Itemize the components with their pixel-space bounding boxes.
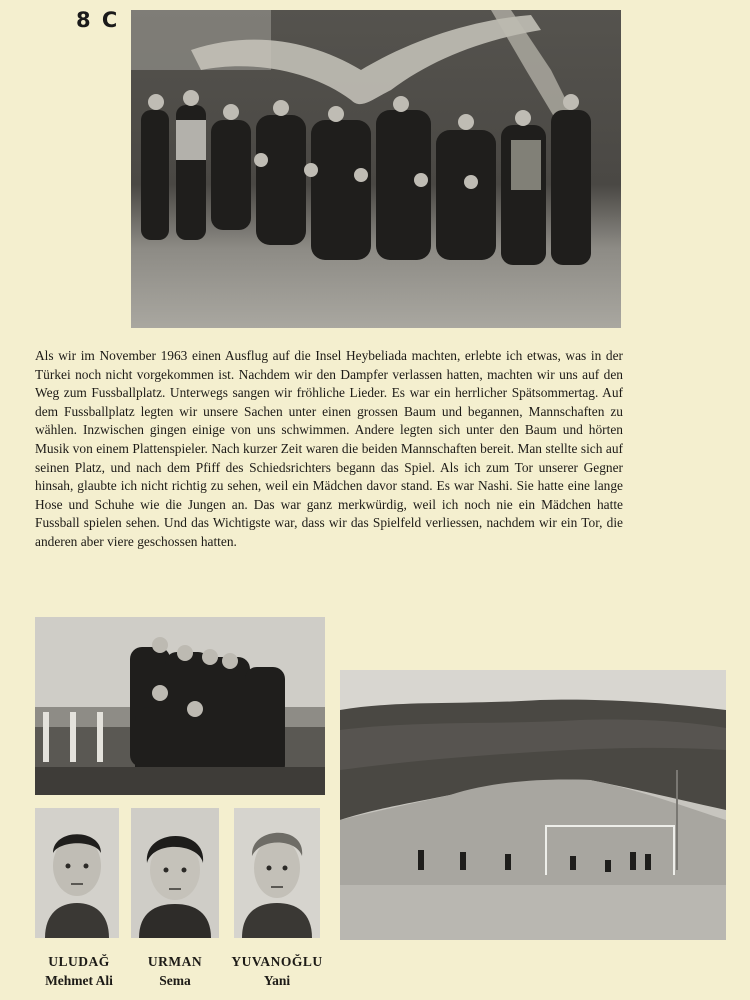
portrait-given-name: Mehmet Ali (45, 973, 113, 988)
group-photo-under-tree (131, 10, 621, 328)
portrait-caption (24, 952, 134, 990)
group-photo-on-ferry (35, 617, 325, 795)
portrait-given-name: Yani (263, 973, 291, 988)
portrait-surname: URMAN (147, 954, 203, 969)
class-label: 8 C (76, 8, 120, 32)
portrait-surname: YUVANOĞLU (231, 954, 323, 969)
portrait-caption (222, 952, 332, 990)
football-field-photo (340, 670, 726, 940)
portrait-given-name: Sema (159, 973, 191, 988)
article-text: Als wir im November 1963 einen Ausflug auf die Insel Heybeliada machten, erlebte ich etwas, was in der Türkei noch nicht vorgekommen ist. Nachdem wir den Dampfer verlassen hatten, machten wir uns auf den Weg zum Fussballplatz. Unterwegs sangen wir fröhliche Lieder. Es war ein herrlicher Spätsommertag. Auf dem Fussballplatz legten wir unsere Sachen unter einen grossen Baum und begannen, Mannschaften zu wählen. Inzwischen gingen einige von uns schwimmen. Andere legten sich unter den Baum und hörten Musik von einem Plattenspieler. Nach kurzer Zeit waren die beiden Mannschaften bereit. Man stellte sich auf seinen Platz, und nach dem Pfiff des Schiedsrichters begann das Spiel. Als ich zum Tor unserer Gegner hinsah, glaubte ich nicht richtig zu sehen, weil ein Mädchen davor stand. Es war Nashi. Sie hatte eine lange Hose und Schuhe wie die Jungen an. Das war ganz merkwürdig, weil ich noch nie ein Mädchen hatte Fussball spielen sehen. Und das Wichtigste war, dass wir das Spielfeld verliessen, nachdem wir ein Tor, die anderen aber viere geschossen hatten. (35, 348, 623, 549)
portrait-urman (131, 808, 219, 938)
portrait-yuvanoglu (234, 808, 320, 938)
portrait-surname: ULUDAĞ (48, 954, 110, 969)
portrait-uludag (35, 808, 119, 938)
portrait-caption (120, 952, 230, 990)
